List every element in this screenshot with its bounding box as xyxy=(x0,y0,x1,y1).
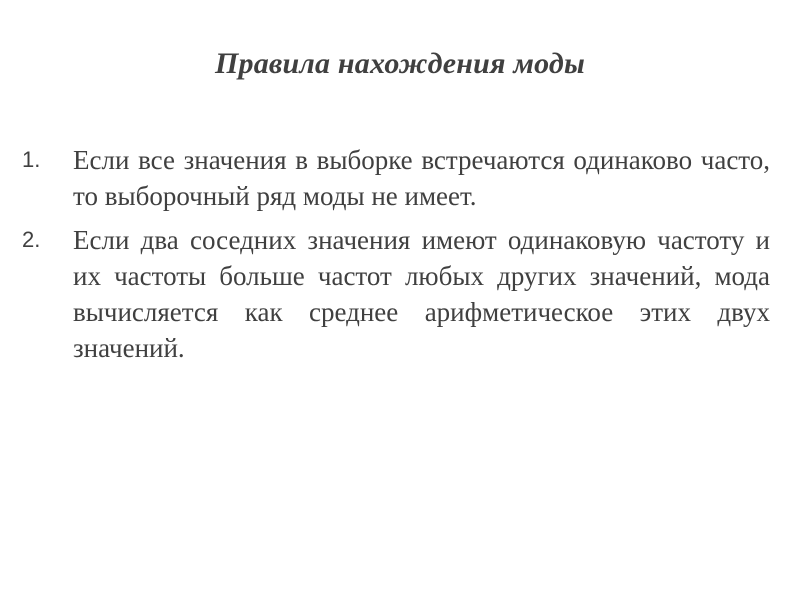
rule-number: 1. xyxy=(22,147,41,172)
slide-title: Правила нахождения моды xyxy=(215,47,585,80)
rule-text: Если два соседних значения имеют одинаковую частоту и их частоты больше частот любых других значений, мода вычисляется как среднее арифметическое этих двух значений. xyxy=(73,225,770,363)
rules-list xyxy=(0,142,800,374)
rule-item-1 xyxy=(0,142,800,214)
rule-text: Если все значения в выборке встречаются одинаково часто, то выборочный ряд моды не имеет. xyxy=(73,145,770,211)
rule-item-2 xyxy=(0,222,800,366)
rule-number: 2. xyxy=(22,227,41,252)
